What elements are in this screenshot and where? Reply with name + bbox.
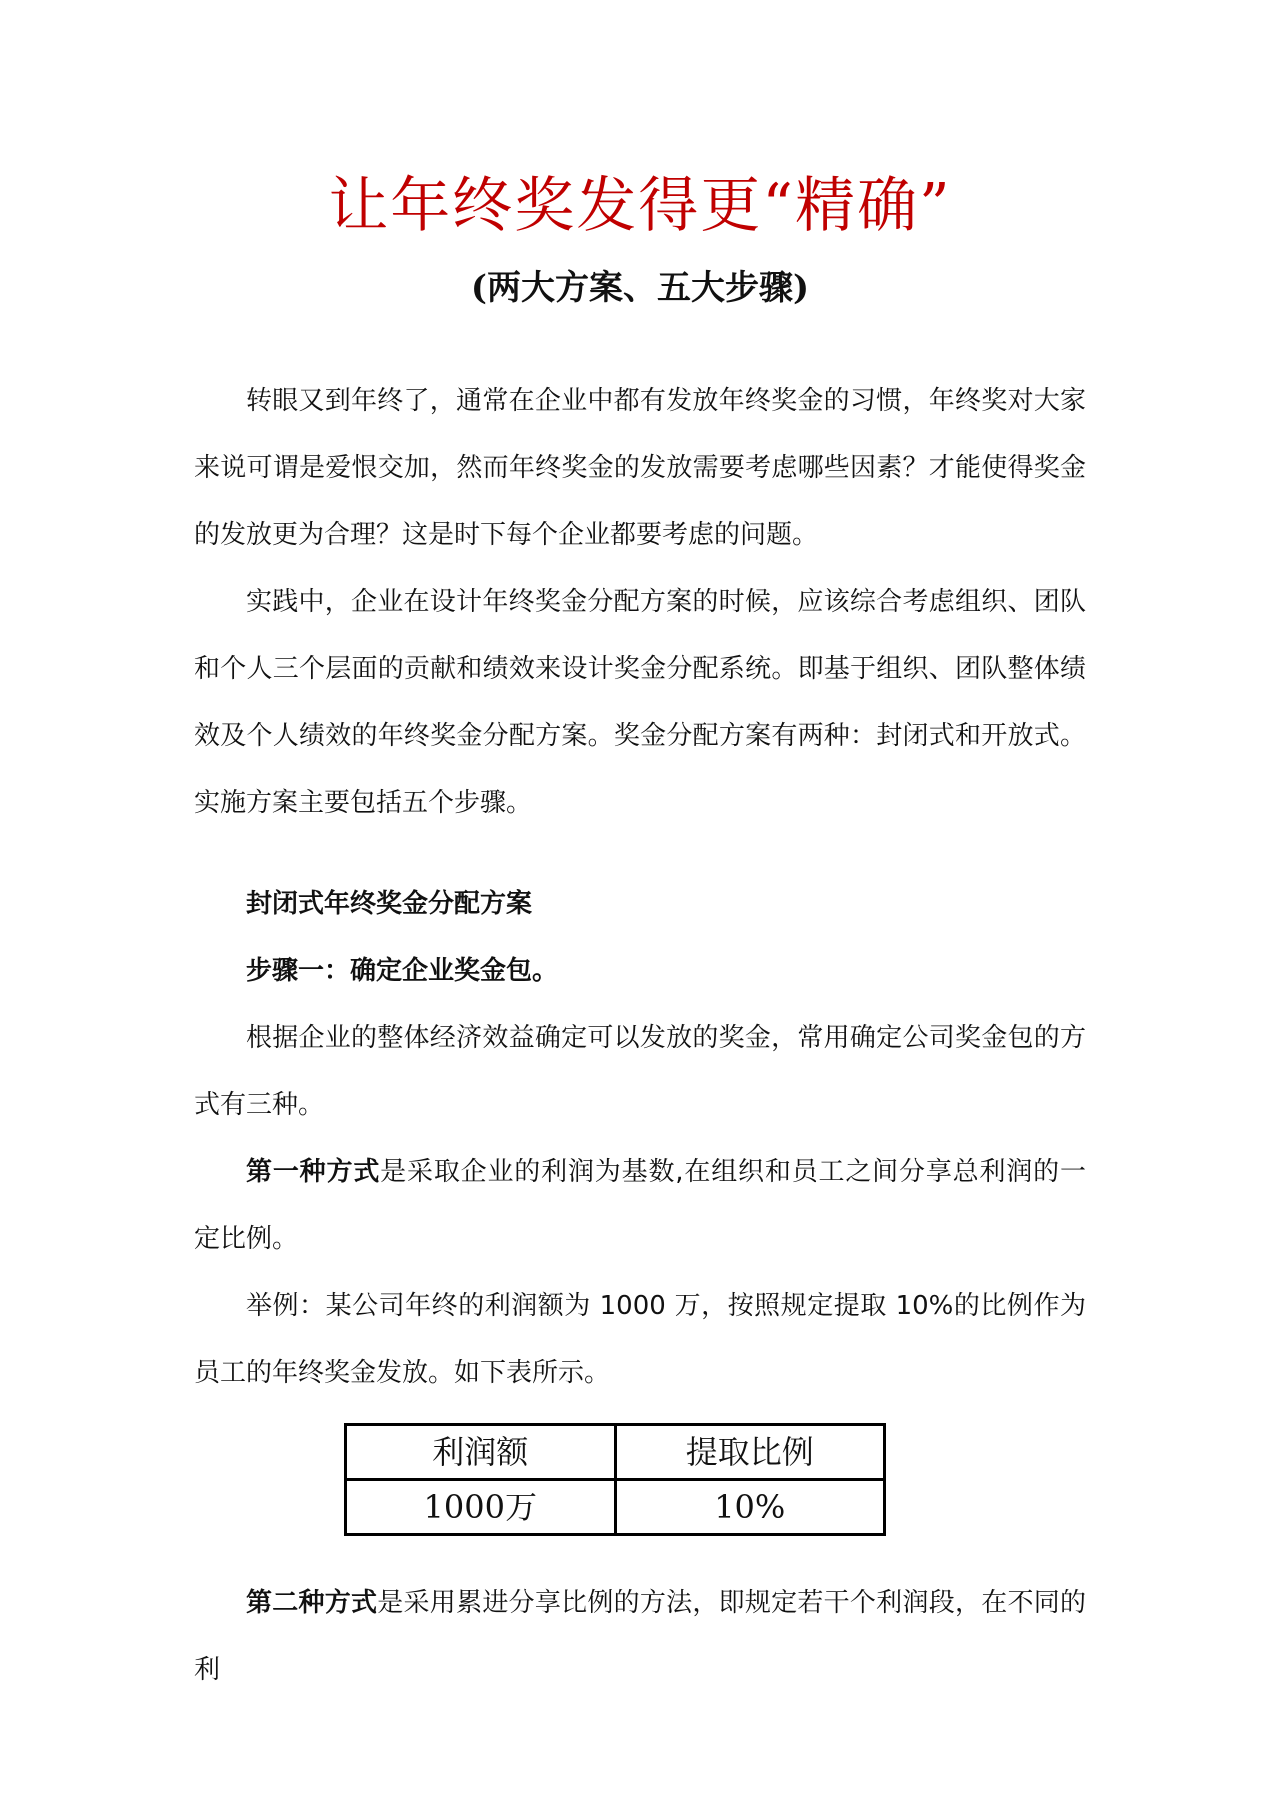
section-heading: 封闭式年终奖金分配方案 (246, 889, 533, 919)
document-body (194, 368, 1086, 1704)
method-one-paragraph (194, 1139, 1086, 1273)
intro-paragraph-1: 转眼又到年终了，通常在企业中都有发放年终奖金的习惯，年终奖对大家来说可谓是爱恨交加，然而年终奖金的发放需要考虑哪些因素？才能使得奖金的发放更为合理？这是时下每个企业都要考虑的问题。 (194, 386, 1086, 550)
method-two-text: 是采用累进分享比例的方法，即规定若干个利润段，在不同的利 (194, 1588, 1086, 1685)
method-two-paragraph (194, 1570, 1086, 1704)
profit-table (344, 1423, 886, 1536)
method-two-label: 第二种方式 (246, 1588, 378, 1618)
table-row (346, 1480, 885, 1535)
document-title: 让年终奖发得更“精确” (328, 171, 952, 241)
table-cell: 1000万 (346, 1480, 616, 1535)
document-subtitle: (两大方案、五大步骤) (470, 268, 810, 308)
table-header-cell: 提取比例 (615, 1425, 885, 1480)
table-cell: 10% (615, 1480, 885, 1535)
table-header-row (346, 1425, 885, 1480)
profit-table-wrapper (344, 1423, 886, 1536)
intro-paragraph-2: 实践中，企业在设计年终奖金分配方案的时候，应该综合考虑组织、团队和个人三个层面的贡献和绩效来设计奖金分配系统。即基于组织、团队整体绩效及个人绩效的年终奖金分配方案。奖金分配方案有两种：封闭式和开放式。实施方案主要包括五个步骤。 (194, 587, 1086, 818)
method-one-text: 是采取企业的利润为基数,在组织和员工之间分享总利润的一定比例。 (194, 1157, 1086, 1254)
step-one-heading: 步骤一：确定企业奖金包。 (246, 956, 559, 986)
example-paragraph: 举例：某公司年终的利润额为 1000 万，按照规定提取 10%的比例作为员工的年终奖金发放。如下表所示。 (194, 1291, 1086, 1388)
table-header-cell: 利润额 (346, 1425, 616, 1480)
step-one-paragraph: 根据企业的整体经济效益确定可以发放的奖金，常用确定公司奖金包的方式有三种。 (194, 1023, 1086, 1120)
method-one-label: 第一种方式 (246, 1157, 381, 1187)
section-spacer (194, 837, 1086, 871)
